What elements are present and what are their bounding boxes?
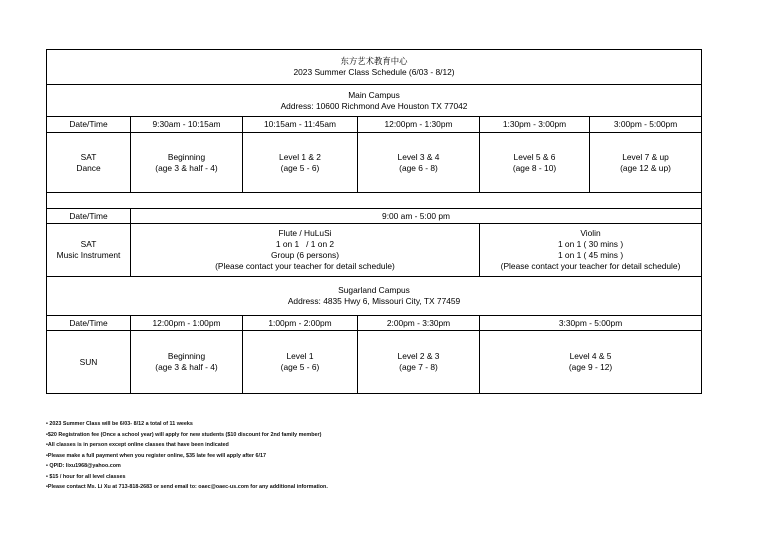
violin-cell <box>480 224 702 277</box>
dance-class-cell <box>590 133 702 193</box>
class-level: Level 1 & 2 <box>279 151 321 162</box>
violin-option-2: 1 on 1 ( 45 mins ) <box>557 250 624 260</box>
sugarland-campus-name: Sugarland Campus <box>338 285 410 295</box>
org-name: 东方艺术教育中心 <box>340 56 408 66</box>
sunday-time-4: 3:30pm - 5:00pm <box>480 316 702 331</box>
sunday-class-cell <box>131 331 243 394</box>
class-level: Level 5 & 6 <box>513 151 556 162</box>
dance-class-cell <box>480 133 590 193</box>
class-level: Level 7 & up <box>622 151 669 162</box>
music-category: Music Instrument <box>56 250 121 260</box>
dance-day: SAT <box>80 151 97 162</box>
class-level: Level 3 & 4 <box>397 151 440 162</box>
dance-header-label: Date/Time <box>47 117 131 133</box>
sugarland-campus-address: Address: 4835 Hwy 6, Missouri City, TX 77459 <box>287 296 461 306</box>
music-row-label <box>47 224 131 277</box>
sunday-row-label: SUN <box>47 331 131 394</box>
spacer-row <box>47 193 702 209</box>
class-age: (age 9 - 12) <box>568 362 613 372</box>
dance-category: Dance <box>76 162 101 173</box>
dance-row-label <box>47 133 131 193</box>
flute-cell <box>131 224 480 277</box>
class-level: Level 4 & 5 <box>569 351 612 361</box>
note-item: •$20 Registration fee (Once a school year) will apply for new students ($10 discount for 2nd family member) <box>46 431 322 438</box>
dance-time-1: 9:30am - 10:15am <box>131 117 243 133</box>
class-level: Beginning <box>167 151 206 162</box>
sunday-class-cell <box>243 331 358 394</box>
dance-class-row <box>47 133 702 193</box>
schedule-title: 2023 Summer Class Schedule (6/03 - 8/12) <box>293 67 455 77</box>
sunday-header-label: Date/Time <box>47 316 131 331</box>
sunday-time-3: 2:00pm - 3:30pm <box>358 316 480 331</box>
class-age: (age 6 - 8) <box>399 162 438 173</box>
class-age: (age 3 & half - 4) <box>155 362 218 372</box>
class-level: Level 1 <box>286 351 314 361</box>
note-item: • QPID: lixu1968@yahoo.com <box>46 463 121 469</box>
note-item: • $15 / hour for all level classes <box>46 473 126 480</box>
dance-time-2: 10:15am - 11:45am <box>243 117 358 133</box>
main-campus-address: Address: 10600 Richmond Ave Houston TX 77042 <box>280 100 468 111</box>
title-row <box>47 50 702 85</box>
note-item: •Please make a full payment when you register online, $35 late fee will apply after 6/17 <box>46 452 266 459</box>
sunday-class-cell <box>480 331 702 394</box>
class-age: (age 5 - 6) <box>280 362 320 372</box>
flute-title: Flute / HuLuSi <box>278 228 332 238</box>
violin-option-1: 1 on 1 ( 30 mins ) <box>557 239 624 249</box>
flute-note: (Please contact your teacher for detail schedule) <box>215 261 395 271</box>
note-item: •All classes is in person except online classes that have been indicated <box>46 442 229 448</box>
dance-time-4: 1:30pm - 3:00pm <box>480 117 590 133</box>
dance-time-5: 3:00pm - 5:00pm <box>590 117 702 133</box>
violin-note: (Please contact your teacher for detail schedule) <box>500 261 681 271</box>
spacer-cell <box>47 193 702 209</box>
dance-class-cell <box>358 133 480 193</box>
sunday-time-2: 1:00pm - 2:00pm <box>243 316 358 331</box>
class-level: Level 2 & 3 <box>397 351 440 361</box>
main-campus-name: Main Campus <box>348 89 400 100</box>
class-age: (age 12 & up) <box>620 162 671 173</box>
schedule-table <box>46 49 702 394</box>
class-level: Beginning <box>167 351 206 361</box>
dance-header-row <box>47 117 702 133</box>
note-item: • 2023 Summer Class will be 6/03- 8/12 a total of 11 weeks <box>46 421 193 427</box>
note-item: •Please contact Ms. Li Xu at 713-818-2683 or send email to: oaec@oaec-us.com for any additional information. <box>46 484 328 490</box>
dance-class-cell <box>131 133 243 193</box>
class-age: (age 5 - 6) <box>280 162 320 173</box>
dance-class-cell <box>243 133 358 193</box>
music-day: SAT <box>80 239 97 249</box>
music-class-row <box>47 224 702 277</box>
class-age: (age 7 - 8) <box>399 362 438 372</box>
music-header-row <box>47 209 702 224</box>
music-time: 9:00 am - 5:00 pm <box>131 209 702 224</box>
main-campus-cell <box>47 85 702 117</box>
title-cell <box>47 50 702 85</box>
flute-option-1: 1 on 1 / 1 on 2 <box>275 239 335 249</box>
sunday-class-row <box>47 331 702 394</box>
class-age: (age 3 & half - 4) <box>155 162 218 173</box>
violin-title: Violin <box>580 228 601 238</box>
dance-time-3: 12:00pm - 1:30pm <box>358 117 480 133</box>
class-age: (age 8 - 10) <box>512 162 557 173</box>
music-header-label: Date/Time <box>47 209 131 224</box>
sugarland-campus-cell <box>47 277 702 316</box>
sunday-class-cell <box>358 331 480 394</box>
sunday-header-row <box>47 316 702 331</box>
notes-list <box>46 419 726 493</box>
sunday-time-1: 12:00pm - 1:00pm <box>131 316 243 331</box>
main-campus-row <box>47 85 702 117</box>
flute-option-2: Group (6 persons) <box>271 250 339 260</box>
sugarland-campus-row <box>47 277 702 316</box>
